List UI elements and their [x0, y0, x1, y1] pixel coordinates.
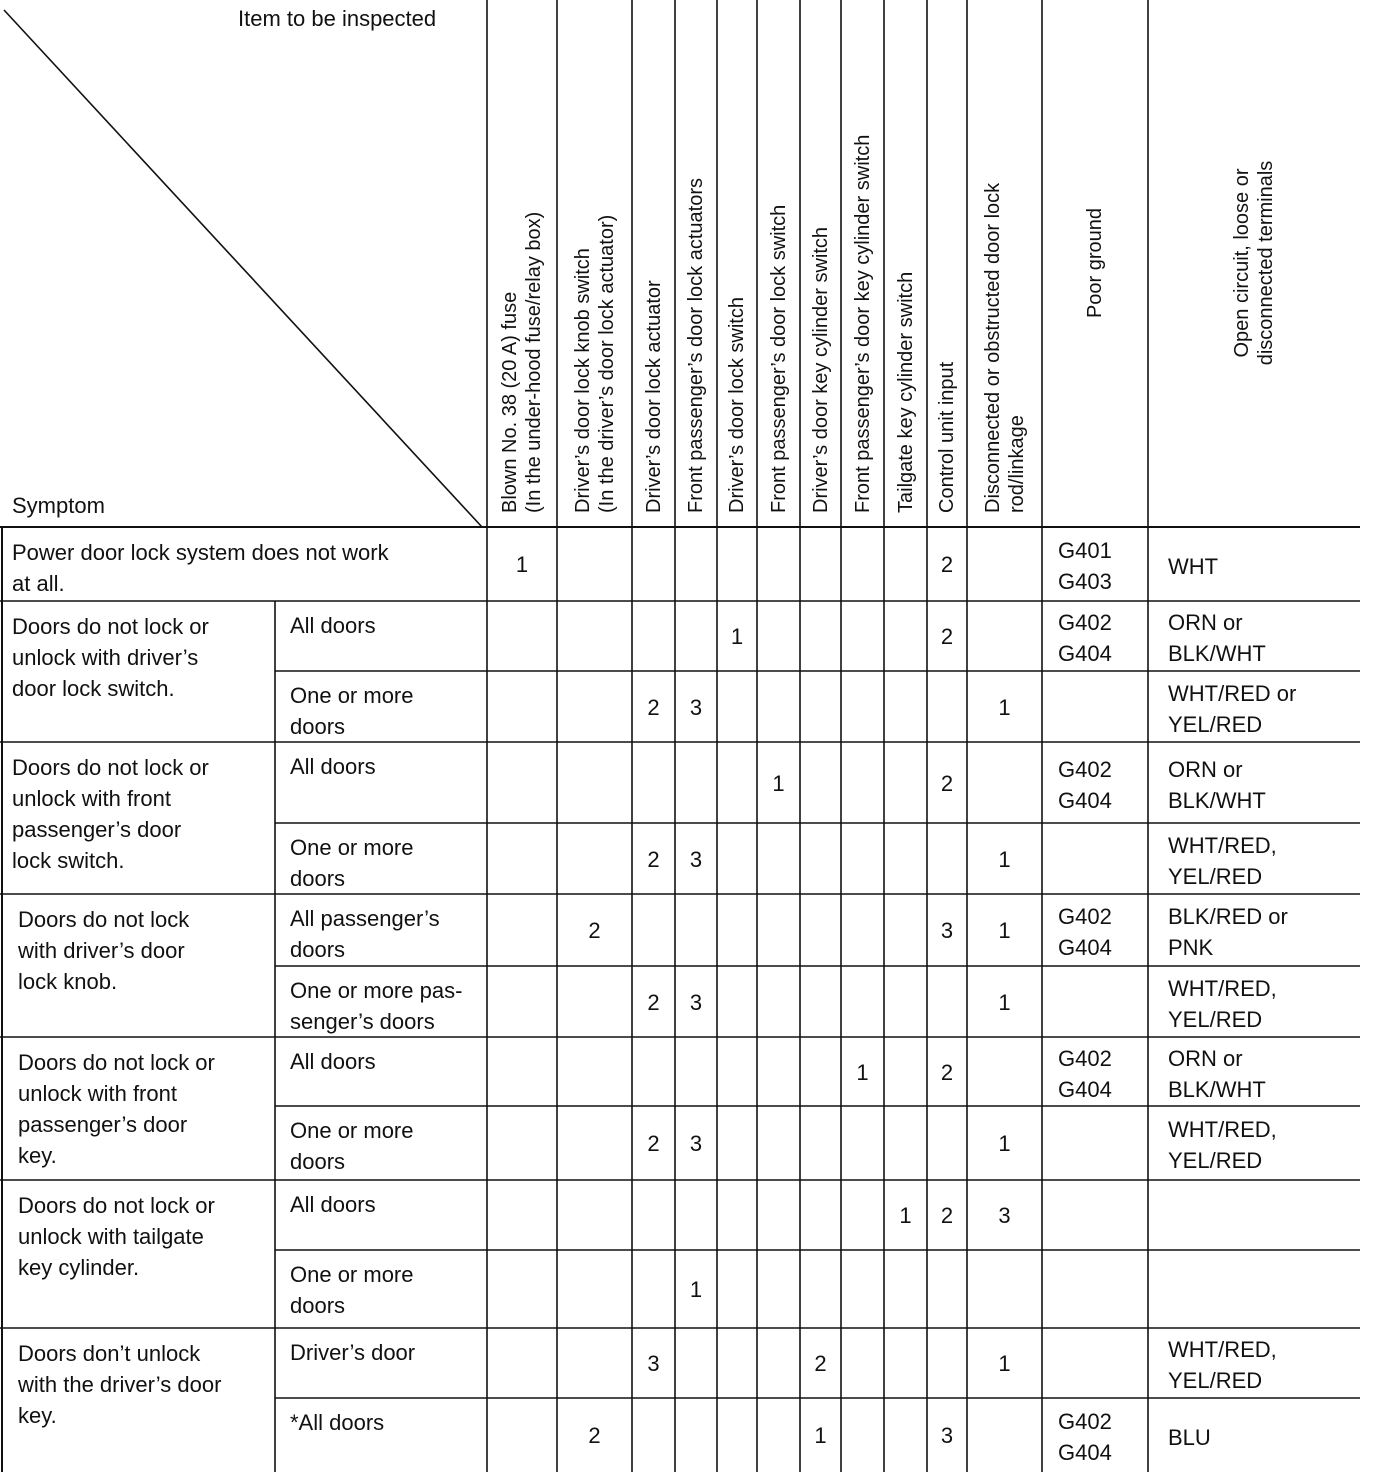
priority-cell: 1 — [772, 770, 785, 796]
priority-cell: 3 — [647, 1351, 660, 1376]
column-header: Front passenger’s door key cylinder switch — [851, 134, 874, 513]
symptom-label: Doors do not lock or unlock with driver’s door lock switch. — [12, 614, 209, 701]
priority-cell: 1 — [730, 624, 744, 649]
column-header: Blown No. 38 (20 A) fuse (In the under-hood fuse/relay box) — [499, 211, 545, 513]
subsymptom-label: One or more doors — [290, 683, 414, 739]
priority-cell: 1 — [998, 694, 1011, 720]
terminal-cell: ORN or BLK/WHT — [1168, 756, 1266, 813]
corner-item-label: Item to be inspected — [238, 6, 437, 31]
corner-symptom-label: Symptom — [12, 493, 105, 518]
terminal-cell: WHT/RED, YEL/RED — [1168, 975, 1277, 1032]
corner-diagonal — [4, 10, 482, 527]
terminal-cell: BLK/RED or PNK — [1168, 904, 1288, 960]
symptom-label: Power door lock system does not work at all. — [12, 540, 389, 596]
column-header: Front passenger’s door lock actuators — [685, 178, 707, 513]
priority-cell: 2 — [647, 1131, 660, 1156]
priority-cell: 1 — [998, 989, 1011, 1015]
column-header: Disconnected or obstructed door lock rod/linkage — [981, 182, 1028, 513]
subsymptom-label: All passenger’s doors — [290, 906, 440, 962]
priority-cell: 1 — [998, 846, 1011, 872]
priority-cell: 3 — [689, 846, 703, 872]
column-header: Driver’s door key cylinder switch — [809, 226, 832, 513]
terminal-cell: WHT — [1168, 553, 1219, 579]
ground-cell: G401 G403 — [1058, 538, 1112, 594]
symptom-label: Doors do not lock or unlock with front passenger’s door lock switch. — [12, 755, 209, 873]
priority-cell: 2 — [940, 624, 954, 649]
terminal-cell: ORN or BLK/WHT — [1168, 1045, 1266, 1102]
priority-cell: 1 — [515, 552, 529, 577]
priority-cell: 1 — [998, 1131, 1011, 1156]
priority-cell: 3 — [940, 918, 954, 943]
priority-cell: 2 — [940, 552, 954, 577]
priority-cell: 3 — [689, 1131, 703, 1156]
subsymptom-label: All doors — [290, 1192, 376, 1217]
priority-cell: 1 — [814, 1423, 827, 1448]
priority-cell: 1 — [856, 1059, 869, 1085]
ground-cell: G402 G404 — [1058, 756, 1112, 813]
column-header: Front passenger’s door lock switch — [767, 204, 790, 513]
terminal-cell: WHT/RED, YEL/RED — [1168, 832, 1277, 889]
column-header: Driver’s door lock knob switch (In the driver’s door lock actuator) — [571, 214, 618, 513]
priority-cell: 1 — [998, 918, 1011, 943]
terminal-cell: WHT/RED, YEL/RED — [1168, 1117, 1277, 1173]
subsymptom-label: One or more doors — [290, 1262, 414, 1318]
priority-cell: 1 — [998, 1351, 1011, 1376]
priority-cell: 3 — [998, 1203, 1011, 1228]
priority-cell: 3 — [940, 1423, 954, 1448]
symptom-label: Doors do not lock with driver’s door lock knob. — [18, 907, 190, 994]
priority-cell: 2 — [647, 846, 660, 872]
column-header: Driver’s door lock actuator — [642, 280, 665, 513]
terminal-cell: BLU — [1168, 1424, 1211, 1450]
column-header: Poor ground — [1084, 207, 1106, 319]
subsymptom-label: One or more doors — [290, 835, 414, 891]
priority-cell: 2 — [814, 1351, 827, 1376]
priority-cell: 2 — [940, 1203, 954, 1228]
terminal-cell: WHT/RED, YEL/RED — [1168, 1337, 1277, 1393]
symptom-label: Doors do not lock or unlock with front passenger’s door key. — [18, 1050, 215, 1168]
subsymptom-label: One or more doors — [290, 1118, 414, 1174]
subsymptom-label: All doors — [290, 613, 376, 638]
terminal-cell: WHT/RED or YEL/RED — [1168, 680, 1297, 737]
column-header: Tailgate key cylinder switch — [894, 271, 917, 513]
priority-cell: 2 — [940, 1059, 954, 1085]
priority-cell: 2 — [647, 989, 660, 1015]
subsymptom-label: All doors — [290, 754, 376, 779]
priority-cell: 2 — [647, 694, 660, 720]
priority-cell: 3 — [689, 694, 703, 720]
priority-cell: 2 — [588, 1423, 601, 1448]
ground-cell: G402 G404 — [1058, 1409, 1112, 1465]
column-header: Control unit input — [936, 361, 958, 513]
priority-cell: 2 — [940, 770, 954, 796]
priority-cell: 2 — [588, 918, 601, 943]
symptom-label: Doors don’t unlock with the driver’s door key. — [18, 1341, 222, 1428]
terminal-cell: ORN or BLK/WHT — [1168, 610, 1266, 666]
priority-cell: 3 — [689, 989, 703, 1015]
ground-cell: G402 G404 — [1058, 610, 1112, 666]
subsymptom-label: All doors — [290, 1049, 376, 1074]
ground-cell: G402 G404 — [1058, 1045, 1112, 1102]
priority-cell: 1 — [689, 1277, 703, 1302]
symptom-label: Doors do not lock or unlock with tailgate key cylinder. — [18, 1193, 215, 1280]
column-header: Driver’s door lock switch — [726, 297, 748, 513]
subsymptom-label: Driver’s door — [290, 1340, 416, 1365]
ground-cell: G402 G404 — [1058, 904, 1112, 960]
subsymptom-label: One or more pas- senger’s doors — [290, 978, 463, 1034]
priority-cell: 1 — [899, 1203, 912, 1228]
column-header: Open circuit, loose or disconnected terminals — [1231, 160, 1277, 366]
subsymptom-label: *All doors — [290, 1410, 385, 1435]
